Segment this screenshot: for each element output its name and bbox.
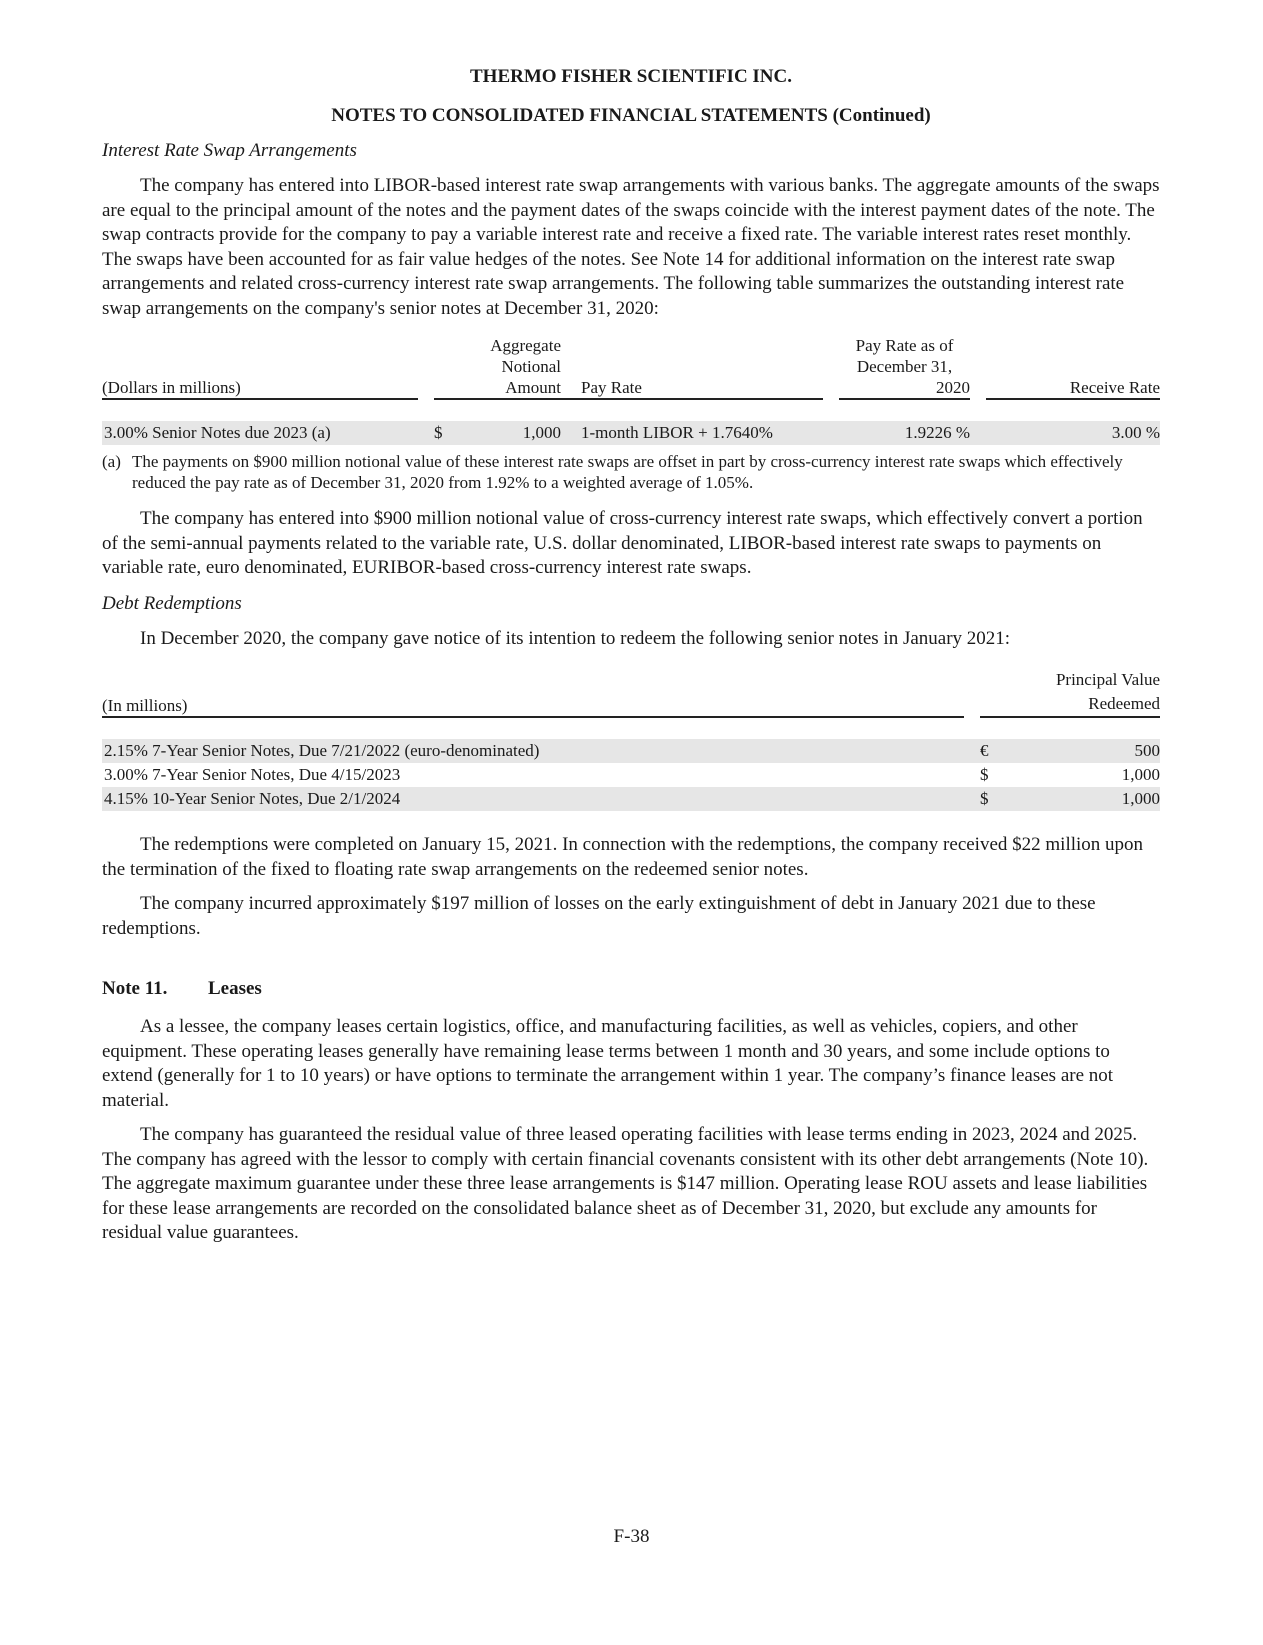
page-number: F-38 xyxy=(613,1526,650,1547)
swap-col-label: (Dollars in millions) xyxy=(102,335,418,399)
redemption-paragraph-2: The redemptions were completed on January 15, 2021. In connection with the redemptions, the company received $22 million upon the termination of the fixed to floating rate swap arrangements on the redeemed senior notes. xyxy=(102,834,1144,880)
redemption-section-title: Debt Redemptions xyxy=(102,592,242,614)
redemption-col-label: (In millions) xyxy=(102,667,964,717)
swap-table xyxy=(102,335,1160,445)
redemption-row-value: 1,000 xyxy=(1121,765,1160,784)
table-row xyxy=(102,739,1160,763)
redemption-row-label: 3.00% 7-Year Senior Notes, Due 4/15/2023 xyxy=(104,765,401,784)
redemption-paragraph-1: In December 2020, the company gave notice of its intention to redeem the following senior notes in January 2021: xyxy=(140,627,1011,649)
swap-col-pay-rate-asof: Pay Rate as of December 31, 2020 xyxy=(839,335,970,399)
swap-paragraph-2: The company has entered into $900 million notional value of cross-currency interest rate swaps, which effectively convert a portion of the semi-annual payments related to the variable rate, U.S. dollar denominated, LIBOR-based interest rate swaps to payments on variable rate, euro denominated, EURIBOR-based cross-currency interest rate swaps. xyxy=(102,508,1143,578)
swap-row-amount: 1,000 xyxy=(454,421,561,445)
swap-row-pay-rate: 1-month LIBOR + 1.7640% xyxy=(581,421,823,445)
company-name: THERMO FISHER SCIENTIFIC INC. xyxy=(470,66,792,87)
redemption-row-currency: € xyxy=(980,739,1000,763)
table-row xyxy=(102,763,1160,787)
swap-row-pay-rate-asof: 1.9226 % xyxy=(839,421,970,445)
document-page xyxy=(102,60,1160,1246)
redemption-row-value: 1,000 xyxy=(1000,787,1160,811)
footnote-tag: (a) xyxy=(102,452,121,471)
redemption-col-value: Principal Value Redeemed xyxy=(980,667,1160,717)
redemption-row-currency: $ xyxy=(980,787,1000,811)
swap-row-currency: $ xyxy=(434,421,454,445)
swap-paragraph-1: The company has entered into LIBOR-based interest rate swap arrangements with various banks. The aggregate amounts of the swaps are equal to the principal amount of the notes and the payment dates of the swaps coincide with the interest payment dates of the note. The swap contracts provide for the company to pay a variable interest rate and receive a fixed rate. The variable interest rates reset monthly. The swaps have been accounted for as fair value hedges of the notes. See Note 14 for additional information on the interest rate swap arrangements and related cross-currency interest rate swap arrangements. The following table summarizes the outstanding interest rate swap arrangements on the company's senior notes at December 31, 2020: xyxy=(102,175,1160,319)
note-11-number: Note 11. xyxy=(102,978,168,999)
table-row xyxy=(102,787,1160,811)
redemption-row-label: 4.15% 10-Year Senior Notes, Due 2/1/2024 xyxy=(102,787,964,811)
leases-paragraph-1: As a lessee, the company leases certain logistics, office, and manufacturing facilities, as well as vehicles, copiers, and other equipment. These operating leases generally have remaining lease terms between 1 month and 30 years, and some include options to extend (generally for 1 to 10 years) or have options to terminate the arrangement within 1 year. The company’s finance leases are not material. xyxy=(102,1016,1114,1111)
redemption-table xyxy=(102,667,1160,811)
swap-col-notional: Aggregate Notional Amount xyxy=(434,335,561,399)
swap-col-receive-rate: Receive Rate xyxy=(986,335,1160,399)
swap-footnote xyxy=(102,451,1160,493)
page-subtitle: NOTES TO CONSOLIDATED FINANCIAL STATEMENTS (Continued) xyxy=(331,105,931,126)
swap-section-title: Interest Rate Swap Arrangements xyxy=(102,140,357,161)
swap-row-receive-rate: 3.00 % xyxy=(986,421,1160,445)
redemption-row-value: 500 xyxy=(1000,739,1160,763)
redemption-paragraph-3: The company incurred approximately $197 million of losses on the early extinguishment of debt in January 2021 due to these redemptions. xyxy=(102,893,1096,939)
footnote-text: The payments on $900 million notional value of these interest rate swaps are offset in part by cross-currency interest rate swaps which effectively reduced the pay rate as of December 31, 2020 from 1.92% to a weighted average of 1.05%. xyxy=(132,452,1123,492)
redemption-row-label: 2.15% 7-Year Senior Notes, Due 7/21/2022 (euro-denominated) xyxy=(102,739,964,763)
note-11-heading xyxy=(102,969,1160,1009)
leases-paragraph-2: The company has guaranteed the residual value of three leased operating facilities with lease terms ending in 2023, 2024 and 2025. The company has agreed with the lessor to comply with certain financial covenants consistent with its other debt arrangements (Note 10). The aggregate maximum guarantee under these three lease arrangements is $147 million. Operating lease ROU assets and lease liabilities for these lease arrangements are recorded on the consolidated balance sheet as of December 31, 2020, but exclude any amounts for residual value guarantees. xyxy=(102,1124,1149,1243)
swap-col-pay-rate: Pay Rate xyxy=(561,335,823,399)
swap-row-label: 3.00% Senior Notes due 2023 (a) xyxy=(102,421,418,445)
table-row xyxy=(102,421,1160,445)
redemption-row-currency: $ xyxy=(980,765,989,784)
note-11-title: Leases xyxy=(208,978,262,999)
